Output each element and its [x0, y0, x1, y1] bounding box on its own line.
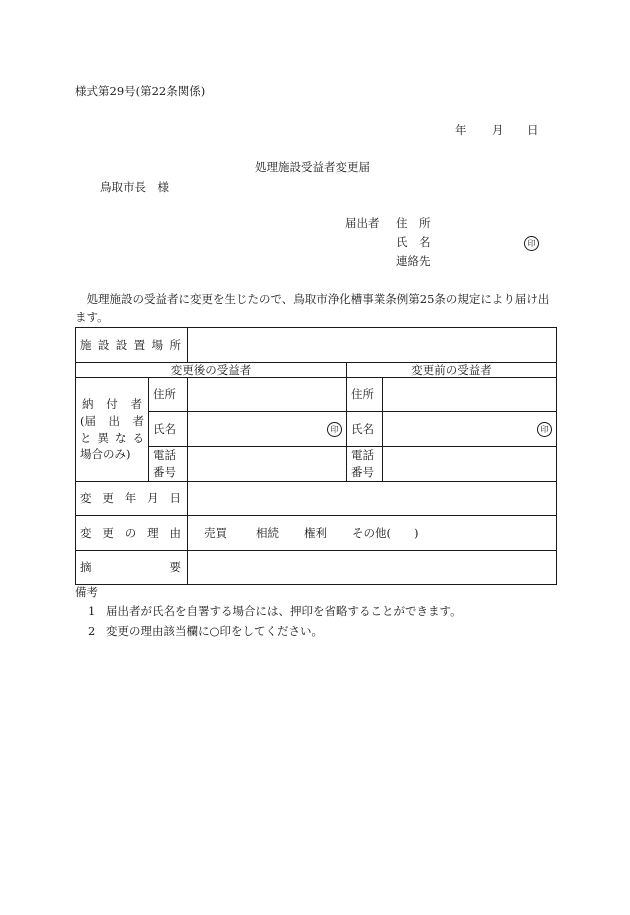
before-seal-icon: 印 [537, 422, 552, 437]
remark-2-text: 変更の理由該当欄に○印をしてください。 [106, 624, 324, 638]
after-name-field[interactable] [188, 412, 347, 447]
after-name-label: 氏名 [149, 412, 188, 447]
facility-location-row [76, 328, 557, 363]
applicant-contact-label: 連絡先 [396, 254, 431, 268]
after-seal-icon: 印 [327, 422, 342, 437]
reason-option-rights[interactable]: 権利 [304, 525, 327, 540]
before-address-field[interactable] [383, 378, 557, 412]
change-reason-row [76, 516, 557, 551]
form-table [75, 327, 557, 585]
address-row [76, 378, 557, 412]
reason-option-sale[interactable]: 売買 [204, 525, 227, 540]
reason-option-other[interactable]: その他( ) [352, 525, 419, 540]
body-paragraph: 処理施設の受益者に変更を生じたので、鳥取市浄化槽事業条例第25条の規定により届け出ます。 [75, 292, 550, 324]
after-address-label: 住所 [149, 378, 188, 412]
facility-location-field[interactable] [188, 328, 557, 363]
date-day-label: 日 [527, 123, 539, 137]
remark-1-text: 届出者が氏名を自署する場合には、押印を省略することができます。 [106, 604, 462, 618]
after-address-field[interactable] [188, 378, 347, 412]
form-number: 様式第29号(第22条関係) [75, 84, 206, 98]
beneficiary-header-row [76, 363, 557, 378]
after-phone-field[interactable] [188, 447, 347, 482]
before-name-field[interactable] [383, 412, 557, 447]
name-row [76, 412, 557, 447]
applicant-address-label: 住 所 [396, 216, 431, 230]
applicant-label: 届出者 [345, 216, 380, 230]
remarks-heading: 備考 [75, 585, 98, 599]
before-change-header: 変更前の受益者 [347, 363, 557, 378]
remark-1-number: 1 [88, 604, 96, 618]
change-date-field[interactable] [188, 482, 557, 516]
payer-label-cell: 納 付 者 (届 出 者 と 異 な る 場合のみ) [76, 378, 149, 482]
before-phone-field[interactable] [383, 447, 557, 482]
summary-row [76, 551, 557, 585]
phone-row [76, 447, 557, 482]
date-month-label: 月 [492, 123, 504, 137]
after-change-header: 変更後の受益者 [76, 363, 347, 378]
before-name-label: 氏名 [347, 412, 383, 447]
before-phone-label: 電話 番号 [347, 447, 383, 482]
change-date-label: 変 更 年 月 日 [76, 482, 188, 516]
change-date-row [76, 482, 557, 516]
applicant-name-label: 氏 名 [396, 235, 431, 249]
before-address-label: 住所 [347, 378, 383, 412]
date-year-label: 年 [455, 123, 467, 137]
summary-field[interactable] [188, 551, 557, 585]
summary-label: 摘 要 [76, 551, 188, 585]
document-title: 処理施設受益者変更届 [255, 160, 370, 174]
after-phone-label: 電話 番号 [149, 447, 188, 482]
facility-location-label: 施 設 設 置 場 所 [76, 328, 188, 363]
applicant-seal-icon: 印 [524, 236, 539, 251]
reason-option-inheritance[interactable]: 相続 [256, 525, 279, 540]
change-reason-label: 変 更 の 理 由 [76, 516, 188, 551]
addressee: 鳥取市長 様 [100, 180, 169, 194]
remark-2-number: 2 [88, 624, 96, 638]
change-reason-options [188, 516, 557, 551]
